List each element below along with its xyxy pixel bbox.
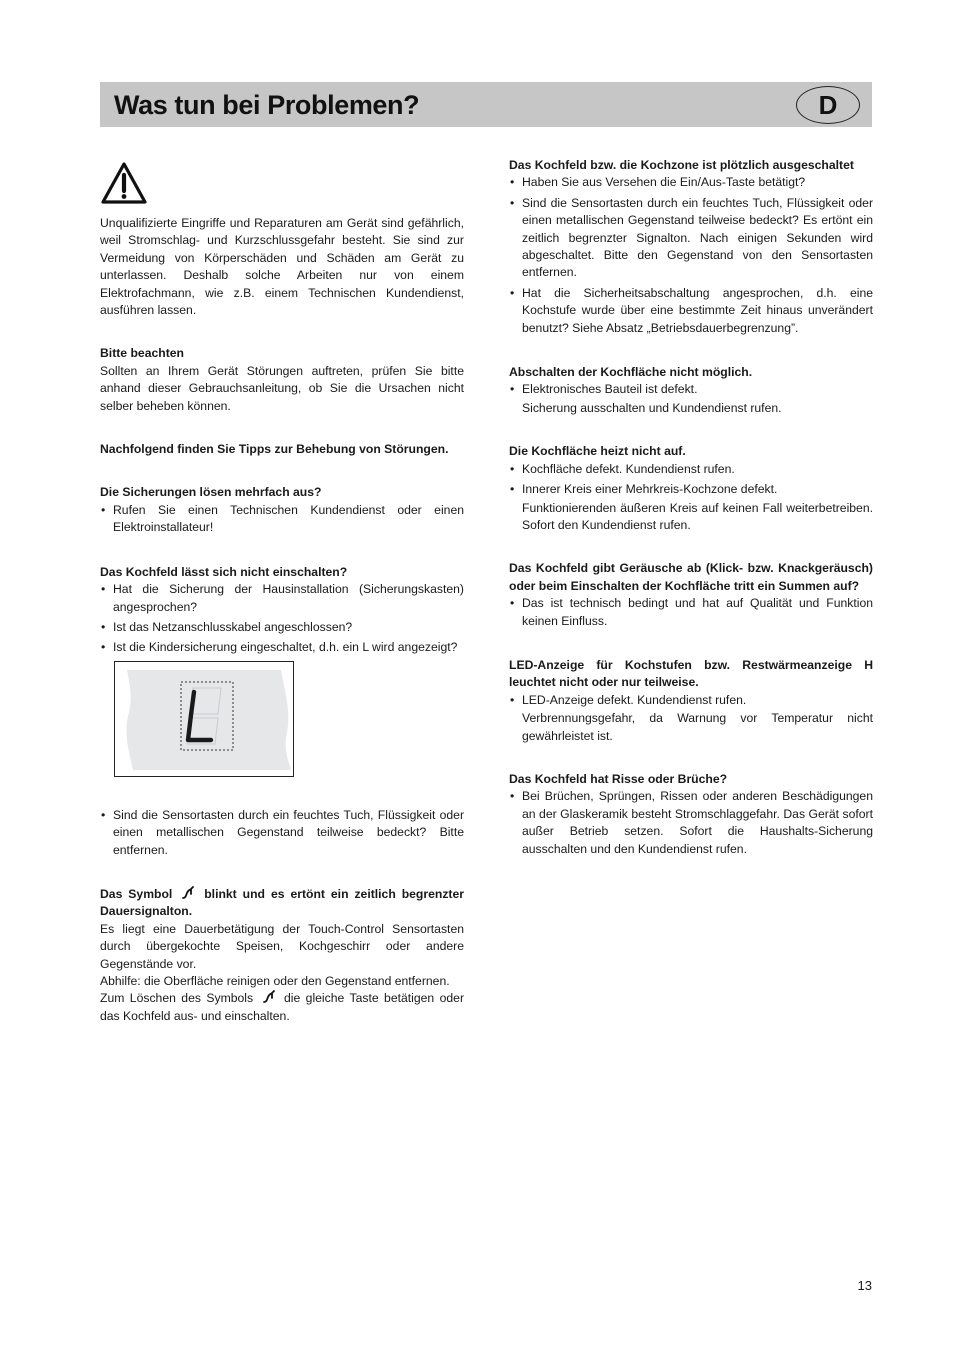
child-lock-display-illustration <box>114 661 294 777</box>
noise-list <box>509 595 873 630</box>
symbol-heading <box>100 886 464 921</box>
list-item: • Ist das Netzanschlusskabel angeschlossen? <box>100 619 464 636</box>
seven-segment-l-icon <box>115 662 293 776</box>
fuse-list <box>100 502 464 537</box>
hand-key-symbol-icon <box>262 990 276 1004</box>
no-switch-off-list <box>509 381 873 398</box>
symbol-text-3-start: Zum Löschen des Symbols <box>100 991 254 1006</box>
led-heading: LED-Anzeige für Kochstufen bzw. Restwärmeanzeige H leuchtet nicht oder nur teilweise. <box>509 657 873 690</box>
list-item: • Hat die Sicherheitsabschaltung angesprochen, d.h. eine Kochstufe wurde über eine bestimmte Zeit hinaus unverändert benutzt? Siehe Absatz „Betriebsdauerbegrenzung”. <box>509 285 873 337</box>
symbol-text-1: Es liegt eine Dauerbetätigung der Touch-Control Sensortasten durch übergekochte Speisen, Kochgeschirr oder andere Gegenstände vor. <box>100 921 464 971</box>
fuse-heading: Die Sicherungen lösen mehrfach aus? <box>100 485 322 500</box>
symbol-text-3-end: die gleiche Taste betätigen oder das Kochfeld aus- und einschalten. <box>100 991 465 1023</box>
symbol-heading-start: Das Symbol <box>100 886 173 901</box>
list-item: • Kochfläche defekt. Kundendienst rufen. <box>509 461 873 478</box>
sensor-list <box>100 807 464 859</box>
left-column <box>100 157 464 1025</box>
no-switch-off-heading: Abschalten der Kochfläche nicht möglich. <box>509 365 753 380</box>
list-item: • Elektronisches Bauteil ist defekt. <box>509 381 873 398</box>
right-column <box>509 157 873 859</box>
no-heat-list <box>509 461 873 499</box>
list-item: • Das ist technisch bedingt und hat auf Qualität und Funktion keinen Einfluss. <box>509 595 873 630</box>
list-item: • LED-Anzeige defekt. Kundendienst rufen. <box>509 692 873 709</box>
list-item: • Hat die Sicherung der Hausinstallation (Sicherungskasten) angesprochen? <box>100 581 464 616</box>
symbol-heading-end: blinkt und es ertönt ein zeitlich begrenzter Dauersignalton. <box>100 886 465 919</box>
page-number: 13 <box>857 1278 872 1293</box>
no-switch-off-continuation: Sicherung ausschalten und Kundendienst rufen. <box>522 400 782 415</box>
note-text: Sollten an Ihrem Gerät Störungen auftreten, prüfen Sie bitte anhand dieser Gebrauchsanleitung, ob Sie die Ursachen nicht selber beheben können. <box>100 363 464 413</box>
page-title: Was tun bei Problemen? <box>114 90 420 120</box>
list-item: • Rufen Sie einen Technischen Kundendienst oder einen Elektroinstallateur! <box>100 502 464 537</box>
symbol-text-3 <box>100 990 464 1025</box>
page-header <box>100 82 872 127</box>
list-item: • Bei Brüchen, Sprüngen, Rissen oder anderen Beschädigungen an der Glaskeramik besteht Stromschlaggefahr. Das Gerät sofort außer Betrieb setzen. Sofort die Haushalts-Sicherung ausschalten und den Kundendienst rufen. <box>509 788 873 858</box>
no-heat-heading: Die Kochfläche heizt nicht auf. <box>509 444 686 459</box>
note-heading: Bitte beachten <box>100 346 184 361</box>
list-item: • Sind die Sensortasten durch ein feuchtes Tuch, Flüssigkeit oder einen metallischen Gegenstand teilweise bedeckt? Es ertönt ein zeitlich begrenzter Signalton. Nach einigen Sekunden wird abgeschaltet. Bitte den Gegenstand von den Sensortasten entfernen. <box>509 195 873 282</box>
warning-triangle-icon <box>100 161 148 205</box>
language-badge: D <box>796 86 860 124</box>
switch-on-heading: Das Kochfeld lässt sich nicht einschalten? <box>100 564 348 579</box>
list-item: • Innerer Kreis einer Mehrkreis-Kochzone defekt. <box>509 481 873 498</box>
list-item: • Ist die Kindersicherung eingeschaltet, d.h. ein L wird angezeigt? <box>100 639 464 656</box>
cracks-heading: Das Kochfeld hat Risse oder Brüche? <box>509 771 728 786</box>
switched-off-list <box>509 174 873 337</box>
no-heat-continuation: Funktionierenden äußeren Kreis auf keinen Fall weiterbetreiben. Sofort den Kundendienst rufen. <box>522 500 873 532</box>
switched-off-heading: Das Kochfeld bzw. die Kochzone ist plötzlich ausgeschaltet <box>509 158 854 172</box>
hand-key-symbol-icon <box>181 886 195 900</box>
noise-heading: Das Kochfeld gibt Geräusche ab (Klick- bzw. Knackgeräusch) oder beim Einschalten der Kochfläche tritt ein Summen auf? <box>509 561 873 593</box>
led-continuation: Verbrennungsgefahr, da Warnung vor Temperatur nicht gewährleistet ist. <box>522 711 873 743</box>
led-list <box>509 692 873 709</box>
symbol-text-2: Abhilfe: die Oberfläche reinigen oder den Gegenstand entfernen. <box>100 973 450 988</box>
safety-intro: Unqualifizierte Eingriffe und Reparaturen am Gerät sind gefährlich, weil Stromschlag- und Kurzschlussgefahr besteht. Sie sind zur Vermeidung von Körperschäden und Schäden am Gerät zu unterlassen. Deshalb solche Arbeiten nur von einem Elektrofachmann, wie z.B. einem Technischen Kundendienst, ausführen lassen. <box>100 216 464 318</box>
cracks-list <box>509 788 873 858</box>
list-item: • Haben Sie aus Versehen die Ein/Aus-Taste betätigt? <box>509 174 873 191</box>
list-item: • Sind die Sensortasten durch ein feuchtes Tuch, Flüssigkeit oder einen metallischen Gegenstand teilweise bedeckt? Bitte entfernen. <box>100 807 464 859</box>
switch-on-list <box>100 581 464 657</box>
tips-heading: Nachfolgend finden Sie Tipps zur Behebung von Störungen. <box>100 442 449 457</box>
